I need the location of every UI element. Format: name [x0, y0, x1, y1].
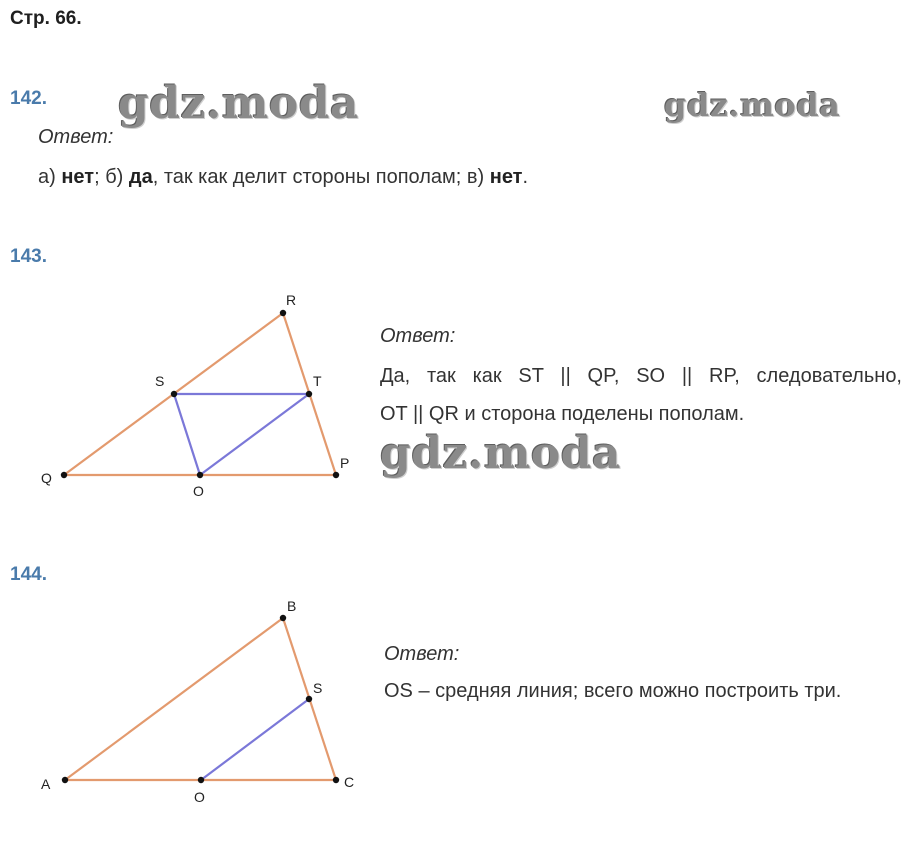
answer-fragment: , так как делит стороны пополам; в) [152, 166, 490, 188]
task-142-number: 142. [10, 88, 47, 109]
label-T: T [313, 373, 322, 389]
answer-bold-fragment: да [128, 166, 153, 188]
task-143-number: 143. [10, 246, 47, 267]
task-142-answer-text [38, 158, 528, 196]
point-P [333, 472, 339, 478]
midline-OS [201, 699, 309, 780]
answer-fragment: ; б) [94, 166, 129, 188]
midline-SO [174, 394, 200, 475]
task-144-answer-line1: OS – средняя линия; всего можно построить три. [384, 680, 842, 702]
label-B: B [287, 598, 297, 614]
point-R [280, 310, 286, 316]
label-P: P [340, 455, 350, 471]
watermark: gdz.moda [380, 428, 622, 479]
watermark: gdz.moda [118, 78, 360, 129]
label-O: O [193, 483, 204, 499]
watermark: gdz.moda [664, 86, 841, 124]
point-S [171, 391, 177, 397]
answer-bold-fragment: нет [61, 166, 95, 188]
task-144-number: 144. [10, 564, 47, 585]
point-O [197, 472, 203, 478]
point-O [198, 777, 204, 783]
label-O: O [194, 789, 205, 805]
task-143-answer-line1: Да, так как ST || QP, SO || RP, следовательно, [380, 365, 902, 387]
page-header: Стр. 66. [10, 8, 82, 29]
point-A [62, 777, 68, 783]
label-S: S [313, 680, 323, 696]
answer-fragment: . [522, 166, 529, 188]
point-B [280, 615, 286, 621]
point-S [306, 696, 312, 702]
side-AB [65, 618, 283, 780]
point-T [306, 391, 312, 397]
label-Q: Q [41, 470, 52, 486]
task-143-figure [0, 280, 370, 505]
label-C: C [344, 774, 355, 790]
task-144-answer-label: Ответ: [384, 643, 460, 665]
label-S: S [155, 373, 165, 389]
point-C [333, 777, 339, 783]
label-R: R [286, 292, 297, 308]
task-143-answer-line2: OT || QR и сторона поделены пополам. [380, 403, 745, 425]
label-A: A [41, 776, 51, 792]
task-144-figure [0, 590, 370, 810]
answer-bold-fragment: нет [489, 166, 523, 188]
answer-fragment: а) [38, 166, 62, 188]
task-142-answer-label: Ответ: [38, 126, 114, 148]
midline-OT [200, 394, 309, 475]
point-Q [61, 472, 67, 478]
task-143-answer-label: Ответ: [380, 325, 456, 347]
